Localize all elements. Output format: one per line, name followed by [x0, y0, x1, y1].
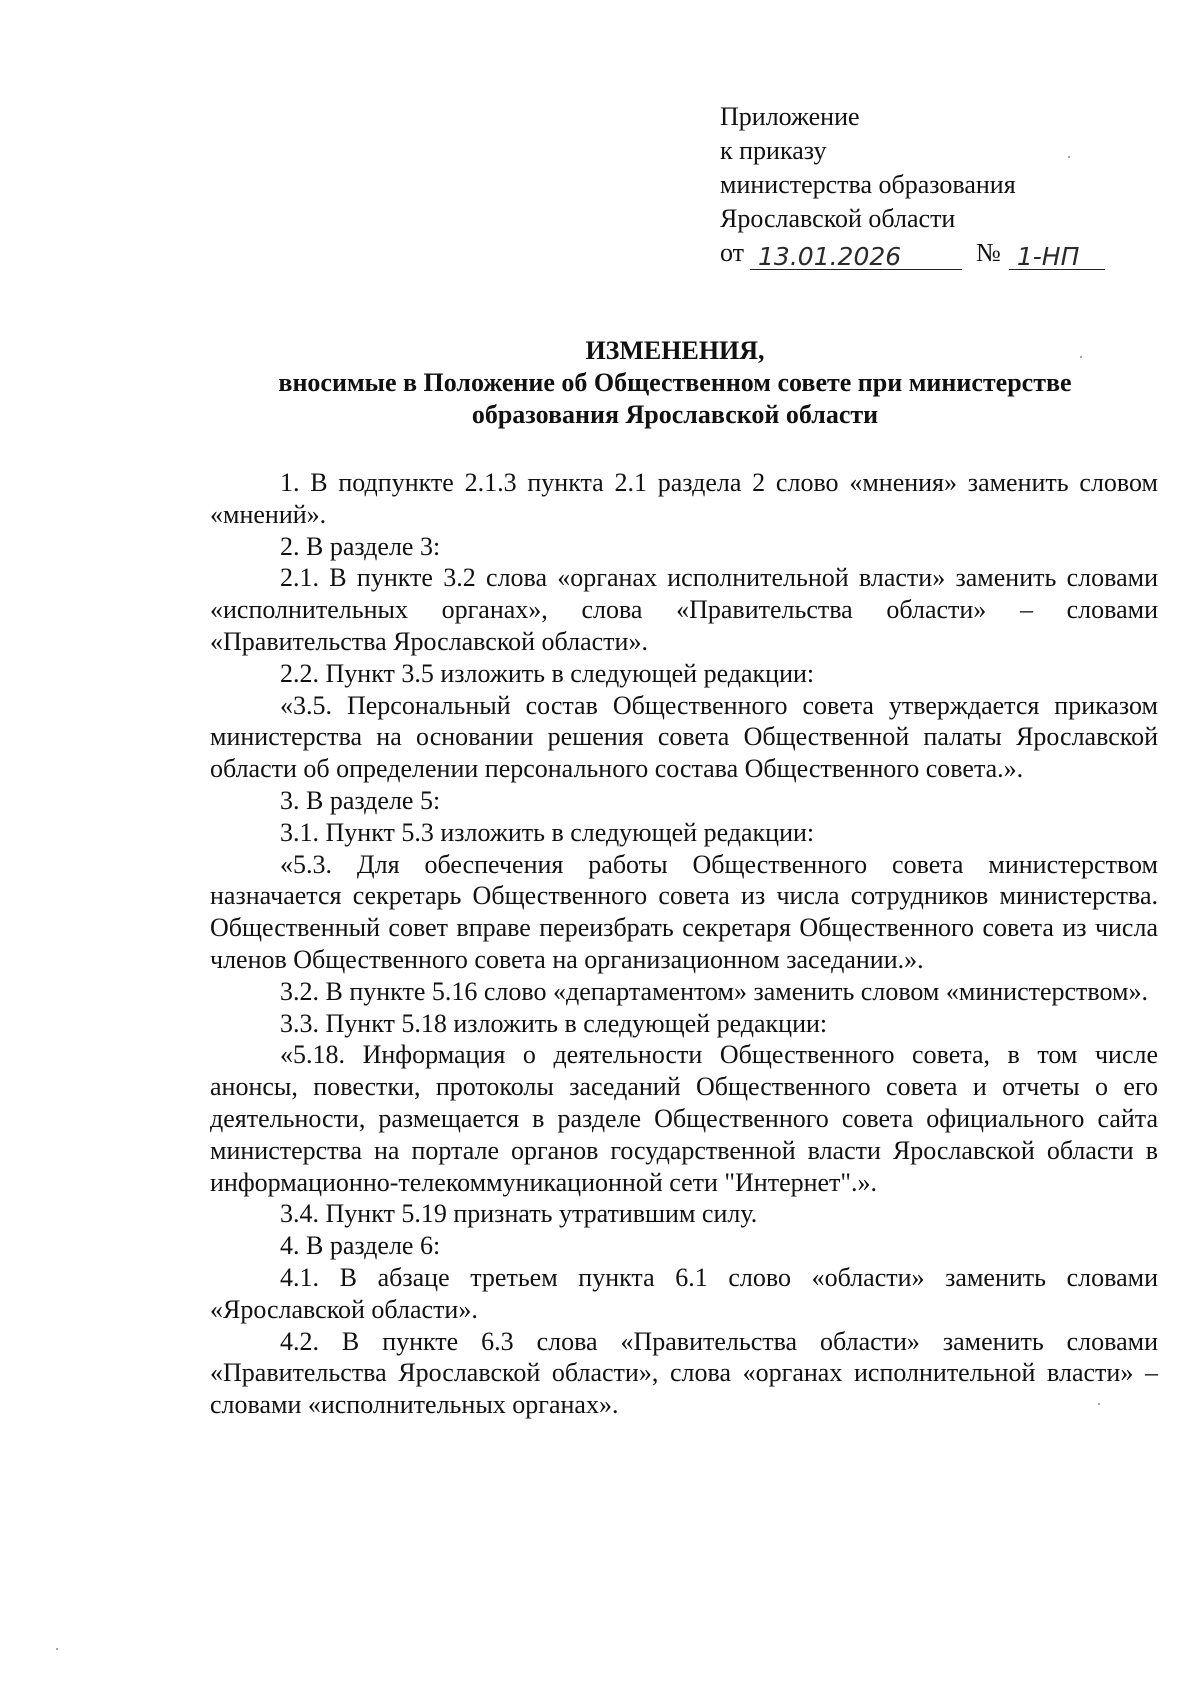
appendix-date-number-line [720, 236, 1140, 270]
scan-speck [56, 1648, 58, 1650]
paragraph: 3. В разделе 5: [280, 785, 441, 815]
paragraph: 1. В подпункте 2.1.3 пункта 2.1 раздела 2 слово «мнения» заменить словом «мнений». [210, 468, 1158, 529]
paragraph: 2.1. В пункте 3.2 слова «органах исполнительной власти» заменить словами «исполнительных органах», слова «Правительства области» – словами «Правительства Ярославской области». [210, 563, 1158, 656]
scan-speck [1080, 356, 1082, 358]
scan-speck [1098, 1403, 1100, 1405]
scan-speck [1068, 156, 1070, 158]
appendix-line-1: Приложение [720, 102, 860, 131]
paragraph: 3.1. Пункт 5.3 изложить в следующей редакции: [280, 817, 815, 847]
paragraph: «5.18. Информация о деятельности Общественного совета, в том числе анонсы, повестки, протоколы заседаний Общественного совета и отчеты о его деятельности, размещается в разделе Общественного совета официального сайта министерства на портале органов государственной власти Ярославской области в информационно-телекоммуникационной сети "Интернет".». [210, 1040, 1158, 1197]
order-number: 1-НП [1009, 240, 1105, 270]
paragraph: 4. В разделе 6: [280, 1231, 441, 1261]
order-date: 13.01.2026 [750, 240, 962, 270]
document-body [210, 467, 1158, 1421]
paragraph: 2. В разделе 3: [280, 531, 441, 561]
appendix-block [720, 100, 1140, 270]
paragraph: 4.2. В пункте 6.3 слова «Правительства области» заменить словами «Правительства Ярославской области», слова «органах исполнительной власти» – словами «исполнительных органах». [210, 1326, 1158, 1420]
paragraph: «3.5. Персональный состав Общественного совета утверждается приказом министерства на основании решения совета Общественной палаты Ярославской области об определении персонального состава Общественного совета.». [210, 690, 1158, 784]
appendix-line-4: Ярославской области [720, 204, 956, 233]
title-main: ИЗМЕНЕНИЯ, [585, 336, 765, 365]
document-title [200, 335, 1150, 431]
appendix-line-3: министерства образования [720, 170, 1016, 199]
paragraph: «5.3. Для обеспечения работы Общественного совета министерством назначается секретарь Общественного совета из числа сотрудников министерства. Общественный совет вправе переизбрать секретаря Общественного совета из числа членов Общественного совета на организационном заседании.». [210, 849, 1158, 974]
paragraph: 2.2. Пункт 3.5 изложить в следующей редакции: [280, 658, 815, 688]
paragraph: 4.1. В абзаце третьем пункта 6.1 слово «области» заменить словами «Ярославской области». [210, 1262, 1158, 1324]
paragraph: 3.3. Пункт 5.18 изложить в следующей редакции: [280, 1008, 828, 1038]
appendix-line-2: к приказу [720, 136, 827, 165]
paragraph: 3.2. В пункте 5.16 слово «департаментом» заменить словом «министерством». [280, 976, 1148, 1006]
number-label: № [976, 238, 1001, 267]
from-label: от [720, 238, 745, 267]
title-subtitle-line-1: вносимые в Положение об Общественном совете при министерстве [278, 368, 1072, 397]
paragraph: 3.4. Пункт 5.19 признать утратившим силу. [280, 1199, 758, 1229]
title-subtitle-line-2: образования Ярославской области [471, 400, 879, 429]
